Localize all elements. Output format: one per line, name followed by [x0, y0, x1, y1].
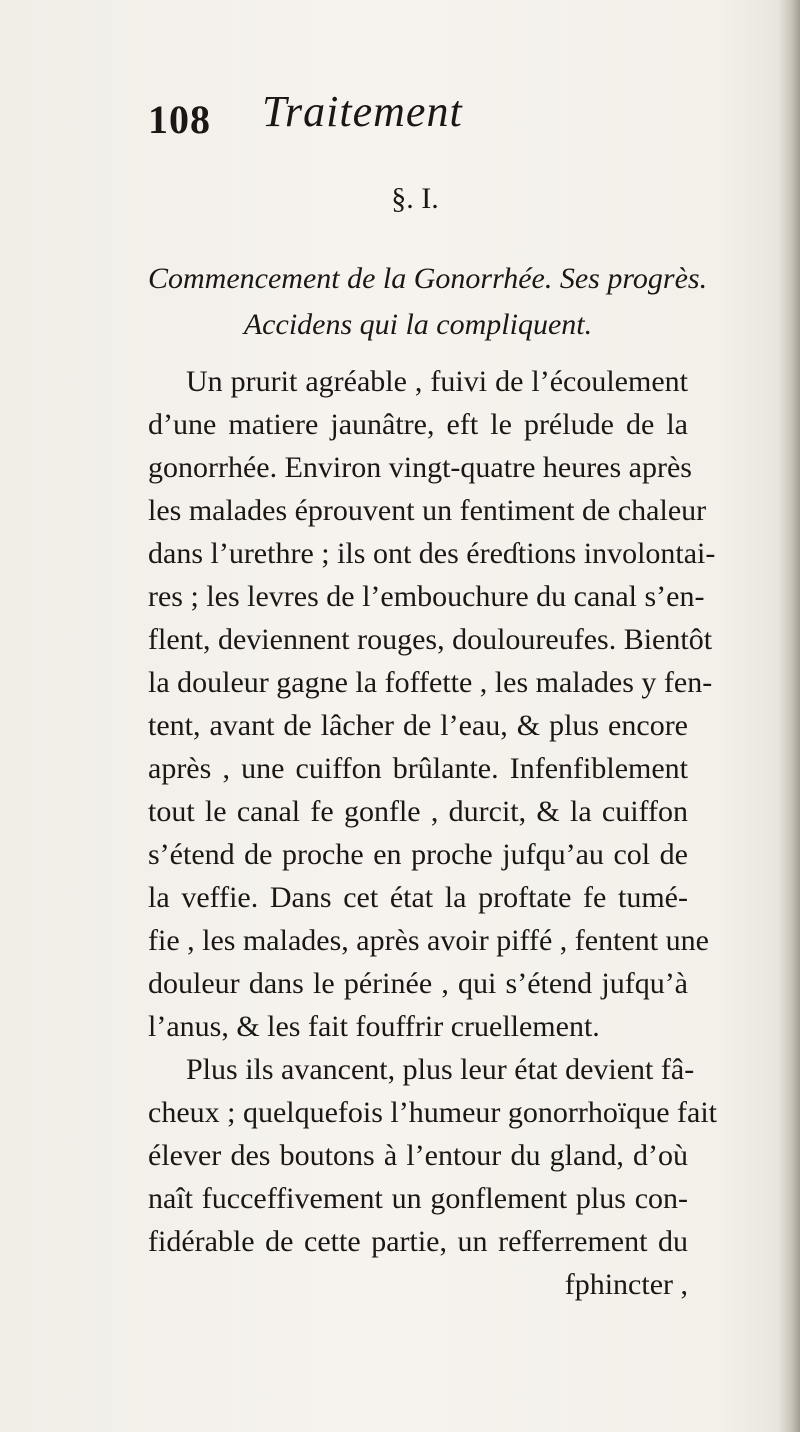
text-line: la veffie. Dans cet état la proftate fe tumé- [148, 881, 688, 914]
page-number: 108 [148, 97, 211, 142]
text-line: d’une matiere jaunâtre, eft le prélude de la [148, 408, 688, 441]
text-line: fie , les malades, après avoir piffé , fentent une [148, 924, 709, 957]
section-subtitle-line-2: Accidens qui la compliquent. [243, 308, 593, 341]
text-line: cheux ; quelquefois l’humeur gonorrhoïque fait [148, 1096, 718, 1129]
catchword-line: fphincter , [564, 1268, 688, 1301]
text-line: gonorrhée. Environ vingt-quatre heures après [148, 451, 692, 484]
section-subtitle-line-1: Commencement de la Gonorrhée. Ses progrès. [148, 262, 708, 295]
text-line: Plus ils avancent, plus leur état devient fâ- [186, 1053, 695, 1086]
running-head: Traitement [262, 87, 463, 136]
text-line: la douleur gagne la foffette , les malades y fen- [148, 666, 713, 699]
text-line: après , une cuiffon brûlante. Infenfiblement [148, 752, 688, 785]
text-line: élever des boutons à l’entour du gland, d’où [148, 1139, 688, 1172]
text-line: tout le canal fe gonfle , durcit, & la cuiffon [148, 795, 688, 828]
text-line: res ; les levres de l’embouchure du canal s’en- [148, 580, 705, 613]
text-line: flent, deviennent rouges, douloureufes. Bientôt [148, 623, 713, 656]
section-number: §. I. [391, 182, 439, 215]
text-line: douleur dans le périnée , qui s’étend jufqu’à [148, 967, 688, 1000]
text-line: les malades éprouvent un fentiment de chaleur [148, 494, 707, 527]
text-line: fidérable de cette partie, un refferrement du [148, 1225, 688, 1258]
text-line: l’anus, & les fait fouffrir cruellement. [148, 1010, 600, 1043]
text-line: dans l’urethre ; ils ont des éreɗtions involontai- [148, 537, 716, 570]
text-line: Un prurit agréable , fuivi de l’écoulement [186, 365, 688, 398]
text-line: tent, avant de lâcher de l’eau, & plus encore [148, 709, 688, 742]
text-line: naît fucceffivement un gonflement plus con- [148, 1182, 688, 1215]
text-line: s’étend de proche en proche jufqu’au col de [148, 838, 688, 871]
